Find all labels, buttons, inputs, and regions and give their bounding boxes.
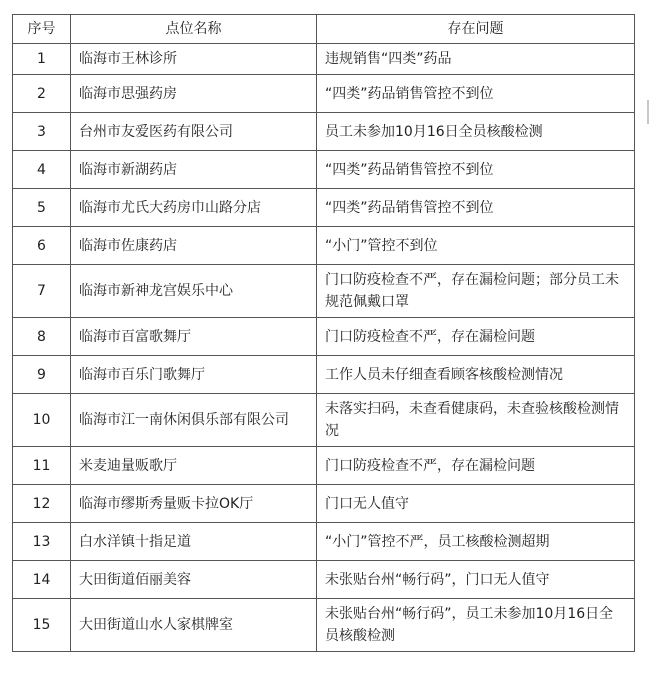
issue-cell: “四类”药品销售管控不到位 — [317, 75, 635, 113]
table-row — [13, 113, 635, 151]
table-row — [13, 318, 635, 356]
table-row — [13, 447, 635, 485]
table-row — [13, 265, 635, 318]
row-number: 5 — [13, 189, 71, 227]
table-row — [13, 75, 635, 113]
header-number: 序号 — [13, 15, 71, 44]
table-row — [13, 44, 635, 75]
table-row — [13, 523, 635, 561]
row-number: 13 — [13, 523, 71, 561]
row-number: 15 — [13, 599, 71, 652]
issue-cell: “四类”药品销售管控不到位 — [317, 189, 635, 227]
site-name-cell: 临海市新湖药店 — [71, 151, 317, 189]
row-number: 2 — [13, 75, 71, 113]
site-name-cell: 临海市百富歌舞厅 — [71, 318, 317, 356]
site-name-cell: 米麦迪量贩歌厅 — [71, 447, 317, 485]
site-name-cell: 临海市百乐门歌舞厅 — [71, 356, 317, 394]
table-row — [13, 485, 635, 523]
issue-cell: “小门”管控不严，员工核酸检测超期 — [317, 523, 635, 561]
issue-cell: “四类”药品销售管控不到位 — [317, 151, 635, 189]
row-number: 8 — [13, 318, 71, 356]
site-name-cell: 大田街道山水人家棋牌室 — [71, 599, 317, 652]
table-header-row — [13, 15, 635, 44]
issue-cell: 未张贴台州“畅行码”，门口无人值守 — [317, 561, 635, 599]
row-number: 14 — [13, 561, 71, 599]
site-name-cell: 临海市江一南休闲俱乐部有限公司 — [71, 394, 317, 447]
table-row — [13, 151, 635, 189]
issue-cell: 员工未参加10月16日全员核酸检测 — [317, 113, 635, 151]
site-name-cell: 临海市王林诊所 — [71, 44, 317, 75]
site-name-cell: 白水洋镇十指足道 — [71, 523, 317, 561]
row-number: 4 — [13, 151, 71, 189]
header-site-name: 点位名称 — [71, 15, 317, 44]
row-number: 6 — [13, 227, 71, 265]
row-number: 11 — [13, 447, 71, 485]
table-row — [13, 394, 635, 447]
issue-cell: 门口防疫检查不严，存在漏检问题 — [317, 318, 635, 356]
inspection-table — [12, 14, 635, 652]
row-number: 7 — [13, 265, 71, 318]
site-name-cell: 大田街道佰丽美容 — [71, 561, 317, 599]
site-name-cell: 临海市尤氏大药房巾山路分店 — [71, 189, 317, 227]
row-number: 1 — [13, 44, 71, 75]
header-issue: 存在问题 — [317, 15, 635, 44]
issue-cell: 门口防疫检查不严，存在漏检问题；部分员工未规范佩戴口罩 — [317, 265, 635, 318]
issue-cell: 未张贴台州“畅行码”，员工未参加10月16日全员核酸检测 — [317, 599, 635, 652]
row-number: 12 — [13, 485, 71, 523]
table-row — [13, 227, 635, 265]
table-row — [13, 599, 635, 652]
row-number: 10 — [13, 394, 71, 447]
table-row — [13, 189, 635, 227]
table-row — [13, 561, 635, 599]
site-name-cell: 临海市思强药房 — [71, 75, 317, 113]
site-name-cell: 台州市友爱医药有限公司 — [71, 113, 317, 151]
site-name-cell: 临海市新神龙宫娱乐中心 — [71, 265, 317, 318]
issue-cell: 工作人员未仔细查看顾客核酸检测情况 — [317, 356, 635, 394]
row-number: 3 — [13, 113, 71, 151]
site-name-cell: 临海市佐康药店 — [71, 227, 317, 265]
issue-cell: “小门”管控不到位 — [317, 227, 635, 265]
table-row — [13, 356, 635, 394]
issue-cell: 门口无人值守 — [317, 485, 635, 523]
issue-cell: 门口防疫检查不严，存在漏检问题 — [317, 447, 635, 485]
row-number: 9 — [13, 356, 71, 394]
issue-cell: 违规销售“四类”药品 — [317, 44, 635, 75]
issue-cell: 未落实扫码，未查看健康码，未查验核酸检测情况 — [317, 394, 635, 447]
site-name-cell: 临海市缪斯秀量贩卡拉OK厅 — [71, 485, 317, 523]
